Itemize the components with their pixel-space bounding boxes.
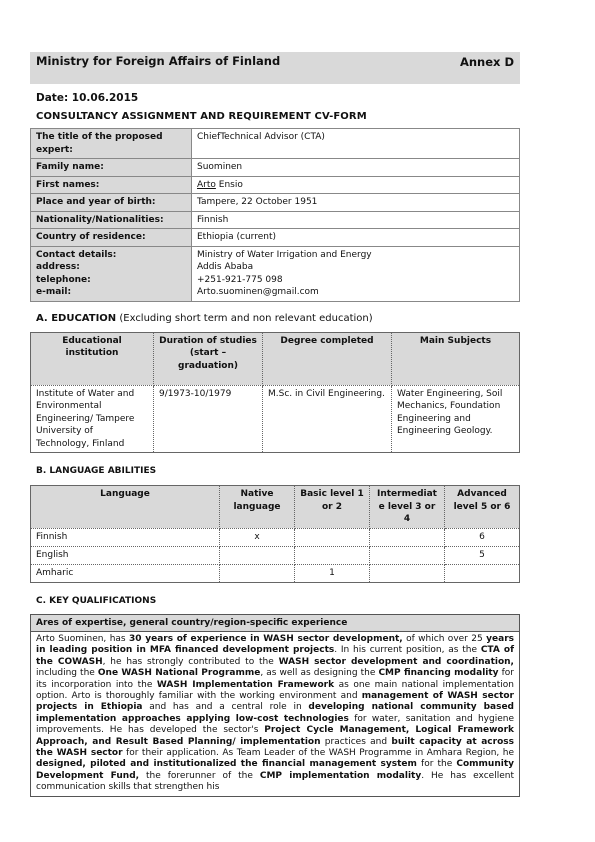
col-subjects: Main Subjects [392, 332, 520, 385]
contact-value: Ministry of Water Irrigation and Energy [197, 249, 372, 260]
intermediate-cell [370, 564, 445, 582]
text-run-bold: developing national community based implementation approaches applying low-cost technologies [36, 702, 515, 724]
table-row [31, 546, 520, 564]
family-name-label: Family name: [31, 159, 192, 177]
table-row [31, 194, 520, 212]
col-duration-note: (start – graduation) [178, 348, 238, 371]
personal-info-table [30, 128, 520, 302]
text-run-bold: Community Development Fund, [36, 759, 514, 781]
birth-label: Place and year of birth: [31, 194, 192, 212]
education-heading-bold: A. EDUCATION [36, 312, 117, 324]
text-run-bold: Project Cycle Management, Logical Framework Approach, and Result Based Planning/ implementation [36, 725, 514, 747]
language-cell: Amharic [31, 564, 220, 582]
advanced-cell [445, 564, 520, 582]
text-run: including the [36, 668, 98, 679]
col-advanced: Advanced level 5 or 6 [445, 486, 520, 529]
annex-label: Annex D [459, 55, 514, 69]
col-institution: Educational institution [31, 332, 154, 385]
text-run: for their application. As Team Leader of the WASH Programme in Amhara Region, he [122, 748, 514, 759]
text-run: Arto Suominen, has [36, 634, 130, 644]
table-row [31, 385, 520, 453]
text-run-bold: WASH sector development and coordination, [278, 656, 514, 667]
text-run-bold: CMP implementation modality [259, 770, 422, 781]
text-run-bold: CMP financing modality [378, 668, 499, 679]
email-label: e-mail: [36, 287, 72, 297]
text-run-bold: CTA of the COWASH [36, 645, 514, 667]
intermediate-cell [370, 546, 445, 564]
language-cell: Finnish [31, 528, 220, 546]
form-title: CONSULTANCY ASSIGNMENT AND REQUIREMENT CV-FORM [36, 111, 367, 122]
qualifications-table [30, 614, 520, 797]
text-run: and has and a central role in [142, 702, 309, 713]
text-run-bold: 30 years of experience in WASH sector development, [129, 634, 403, 644]
title-label: The title of the proposed expert: [31, 129, 192, 159]
residence-value: Ethiopia (current) [192, 229, 520, 247]
text-run: of which over 25 [402, 634, 487, 644]
native-cell [220, 564, 295, 582]
nationality-value: Finnish [192, 211, 520, 229]
text-run: , he has strongly contributed to the [102, 656, 279, 667]
address-value: Addis Ababa [197, 262, 254, 272]
text-run: , as well as designing the [260, 668, 379, 679]
intermediate-cell [370, 528, 445, 546]
col-intermediate: Intermediat e level 3 or 4 [370, 486, 445, 529]
expertise-title: Ares of expertise, general country/region-specific experience [31, 614, 520, 632]
text-run: . In his current position, as the [334, 645, 481, 656]
table-row [31, 246, 520, 301]
table-row [31, 528, 520, 546]
contact-labels [31, 246, 192, 301]
text-run-bold: years in leading position in MFA financed development projects [36, 634, 514, 656]
duration-cell: 9/1973-10/1979 [154, 385, 263, 453]
text-run: for its incorporation into the [36, 668, 514, 690]
birth-value: Tampere, 22 October 1951 [192, 194, 520, 212]
text-run: the forerunner of the [139, 770, 260, 781]
document-header [30, 52, 520, 84]
text-run: for water, sanitation and hygiene improvements. He has developed the sector's [36, 713, 514, 736]
advanced-cell: 6 [445, 528, 520, 546]
first-names-label: First names: [31, 176, 192, 194]
basic-cell [295, 546, 370, 564]
col-duration-label: Duration of studies [159, 335, 257, 346]
education-heading-note: (Excluding short term and non relevant education) [116, 312, 373, 324]
middle-name: Ensio [215, 179, 243, 190]
native-cell [220, 546, 295, 564]
first-names-value [192, 176, 520, 194]
text-run: practices and [320, 736, 392, 747]
text-run: . He has excellent communication skills that strengthen his [36, 770, 514, 793]
language-heading: B. LANGUAGE ABILITIES [36, 466, 157, 476]
telephone-label: telephone: [36, 274, 91, 285]
telephone-value: +251-921-775 098 [197, 274, 283, 285]
degree-cell: M.Sc. in Civil Engineering. [263, 385, 392, 453]
email-value: Arto.suominen@gmail.com [197, 287, 319, 297]
ministry-name: Ministry for Foreign Affairs of Finland [36, 54, 281, 68]
table-header-row [31, 614, 520, 632]
address-label: address: [36, 262, 80, 272]
contact-label: Contact details: [36, 249, 117, 260]
basic-cell [295, 528, 370, 546]
nationality-label: Nationality/Nationalities: [31, 211, 192, 229]
table-row [31, 564, 520, 582]
text-run-bold: designed, piloted and institutionalized the financial management system [36, 759, 417, 770]
family-name-value: Suominen [192, 159, 520, 177]
education-heading [36, 313, 520, 324]
table-header-row [31, 332, 520, 385]
col-native: Native language [220, 486, 295, 529]
table-row [31, 129, 520, 159]
education-table [30, 332, 520, 454]
table-header-row [31, 486, 520, 529]
native-cell: x [220, 528, 295, 546]
col-degree: Degree completed [263, 332, 392, 385]
title-value: ChiefTechnical Advisor (CTA) [192, 129, 520, 159]
document-date: Date: 10.06.2015 [36, 92, 139, 104]
table-row [31, 211, 520, 229]
residence-label: Country of residence: [31, 229, 192, 247]
language-table [30, 485, 520, 583]
text-run-bold: built capacity at across the WASH sector [36, 736, 514, 759]
basic-cell: 1 [295, 564, 370, 582]
text-run-bold: One WASH National Programme [97, 668, 261, 679]
subjects-cell: Water Engineering, Soil Mechanics, Foundation Engineering and Engineering Geology. [392, 385, 520, 453]
text-run: for the [416, 759, 457, 770]
col-basic: Basic level 1 or 2 [295, 486, 370, 529]
language-cell: English [31, 546, 220, 564]
table-row [31, 632, 520, 797]
advanced-cell: 5 [445, 546, 520, 564]
qualifications-text [31, 632, 520, 797]
text-run: as one main national implementation option. Arto is thoroughly familiar with the working environment and [36, 679, 514, 702]
cv-page [30, 52, 520, 797]
col-language: Language [31, 486, 220, 529]
institution-cell: Institute of Water and Environmental Engineering/ Tampere University of Technology, Finland [31, 385, 154, 453]
text-run-bold: management of WASH sector projects in Ethiopia [36, 691, 514, 713]
contact-values [192, 246, 520, 301]
table-row [31, 229, 520, 247]
table-row [31, 176, 520, 194]
table-row [31, 159, 520, 177]
qualifications-heading: C. KEY QUALIFICATIONS [36, 595, 157, 606]
col-duration [154, 332, 263, 385]
text-run-bold: WASH Implementation Framework [156, 679, 335, 690]
first-name-underlined: Arto [197, 179, 216, 190]
